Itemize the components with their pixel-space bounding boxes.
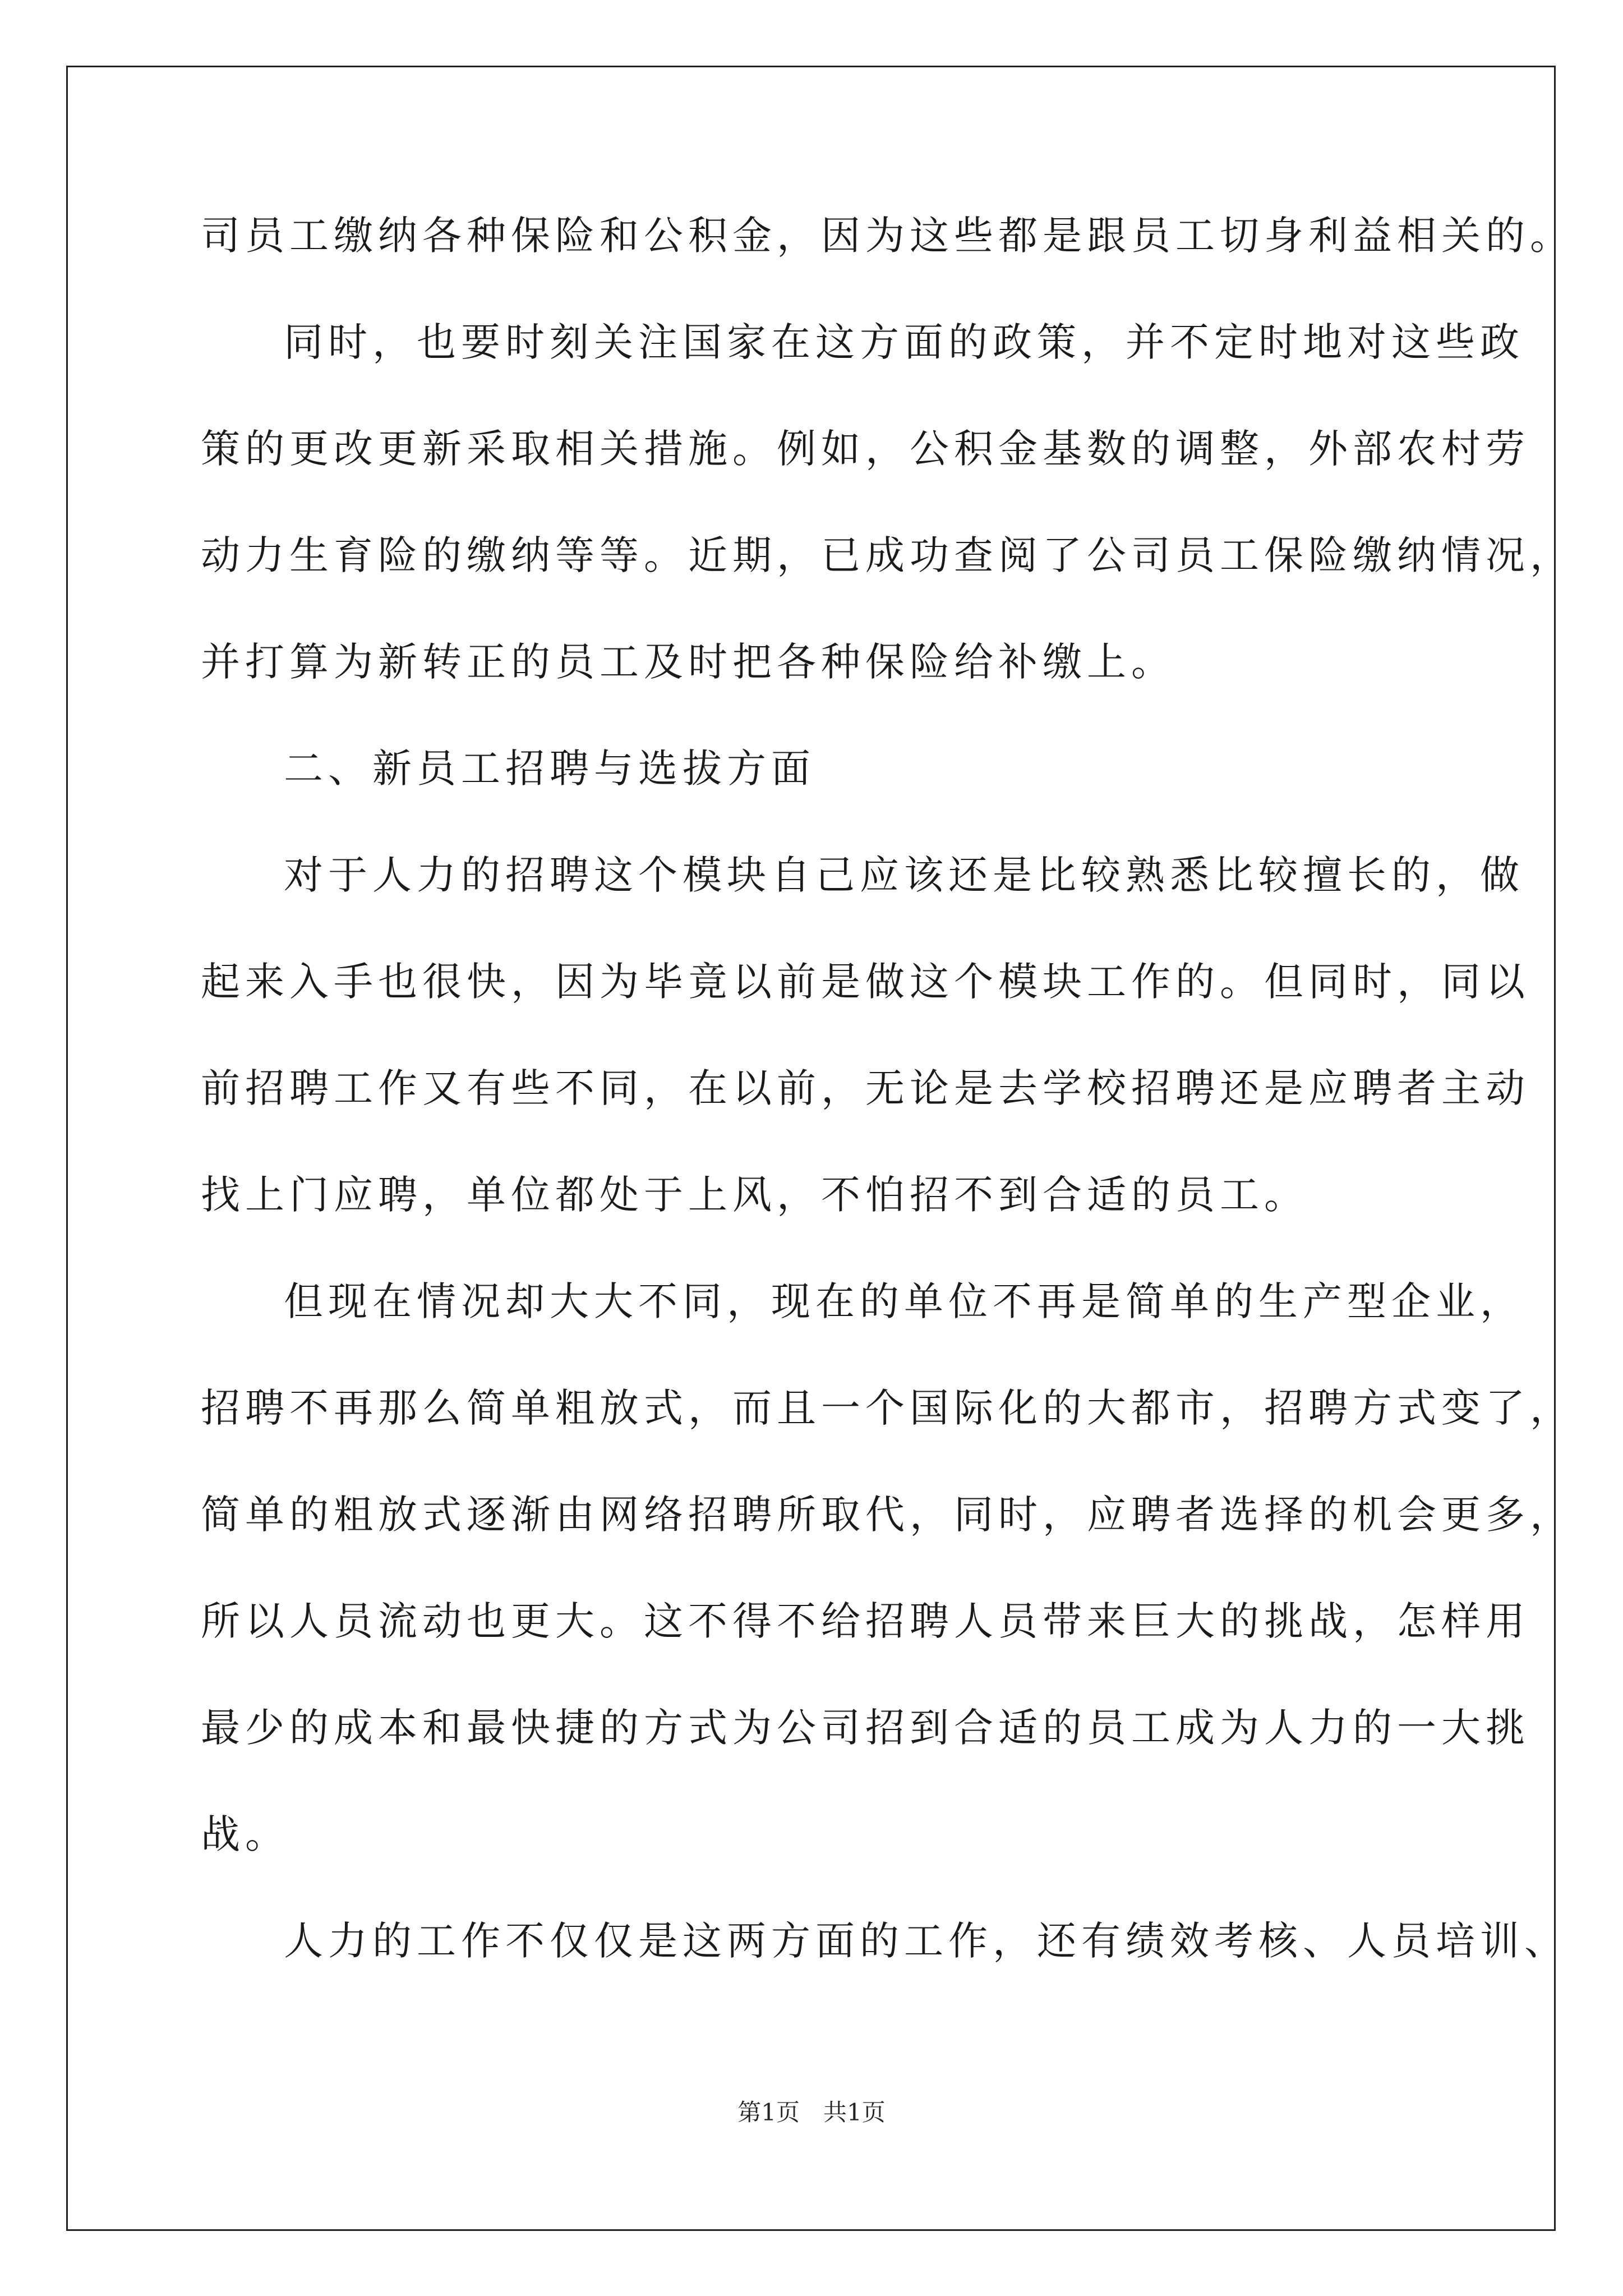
text-line: 起来入手也很快，因为毕竟以前是做这个模块工作的。但同时，同以 (201, 959, 1530, 1005)
text-line: 找上门应聘，单位都处于上风，不怕招不到合适的员工。 (201, 1172, 1308, 1218)
document-body (201, 213, 1574, 2028)
text-line: 对于人力的招聘这个模块自己应该还是比较熟悉比较擅长的，做 (284, 852, 1524, 898)
text-line: 动力生育险的缴纳等等。近期，已成功查阅了公司员工保险缴纳情况， (201, 532, 1574, 578)
text-line: 招聘不再那么简单粗放式，而且一个国际化的大都市，招聘方式变了， (201, 1385, 1574, 1431)
section-heading: 二、新员工招聘与选拔方面 (284, 746, 815, 792)
text-line: 并打算为新转正的员工及时把各种保险给补缴上。 (201, 639, 1175, 685)
text-line: 最少的成本和最快捷的方式为公司招到合适的员工成为人力的一大挑 (201, 1705, 1530, 1751)
text-line: 策的更改更新采取相关措施。例如，公积金基数的调整，外部农村劳 (201, 426, 1530, 472)
page-number-footer: 第1页 共1页 (737, 2099, 886, 2126)
text-line: 所以人员流动也更大。这不得不给招聘人员带来巨大的挑战，怎样用 (201, 1598, 1530, 1644)
text-line: 人力的工作不仅仅是这两方面的工作，还有绩效考核、人员培训、 (284, 1918, 1569, 1964)
text-line: 同时，也要时刻关注国家在这方面的政策，并不定时地对这些政 (284, 319, 1524, 365)
text-line: 简单的粗放式逐渐由网络招聘所取代，同时，应聘者选择的机会更多， (201, 1492, 1574, 1538)
text-line: 战。 (201, 1811, 289, 1857)
text-line: 前招聘工作又有些不同，在以前，无论是去学校招聘还是应聘者主动 (201, 1065, 1530, 1111)
text-line: 但现在情况却大大不同，现在的单位不再是简单的生产型企业， (284, 1278, 1524, 1324)
text-line: 司员工缴纳各种保险和公积金，因为这些都是跟员工切身利益相关的。 (201, 213, 1574, 259)
